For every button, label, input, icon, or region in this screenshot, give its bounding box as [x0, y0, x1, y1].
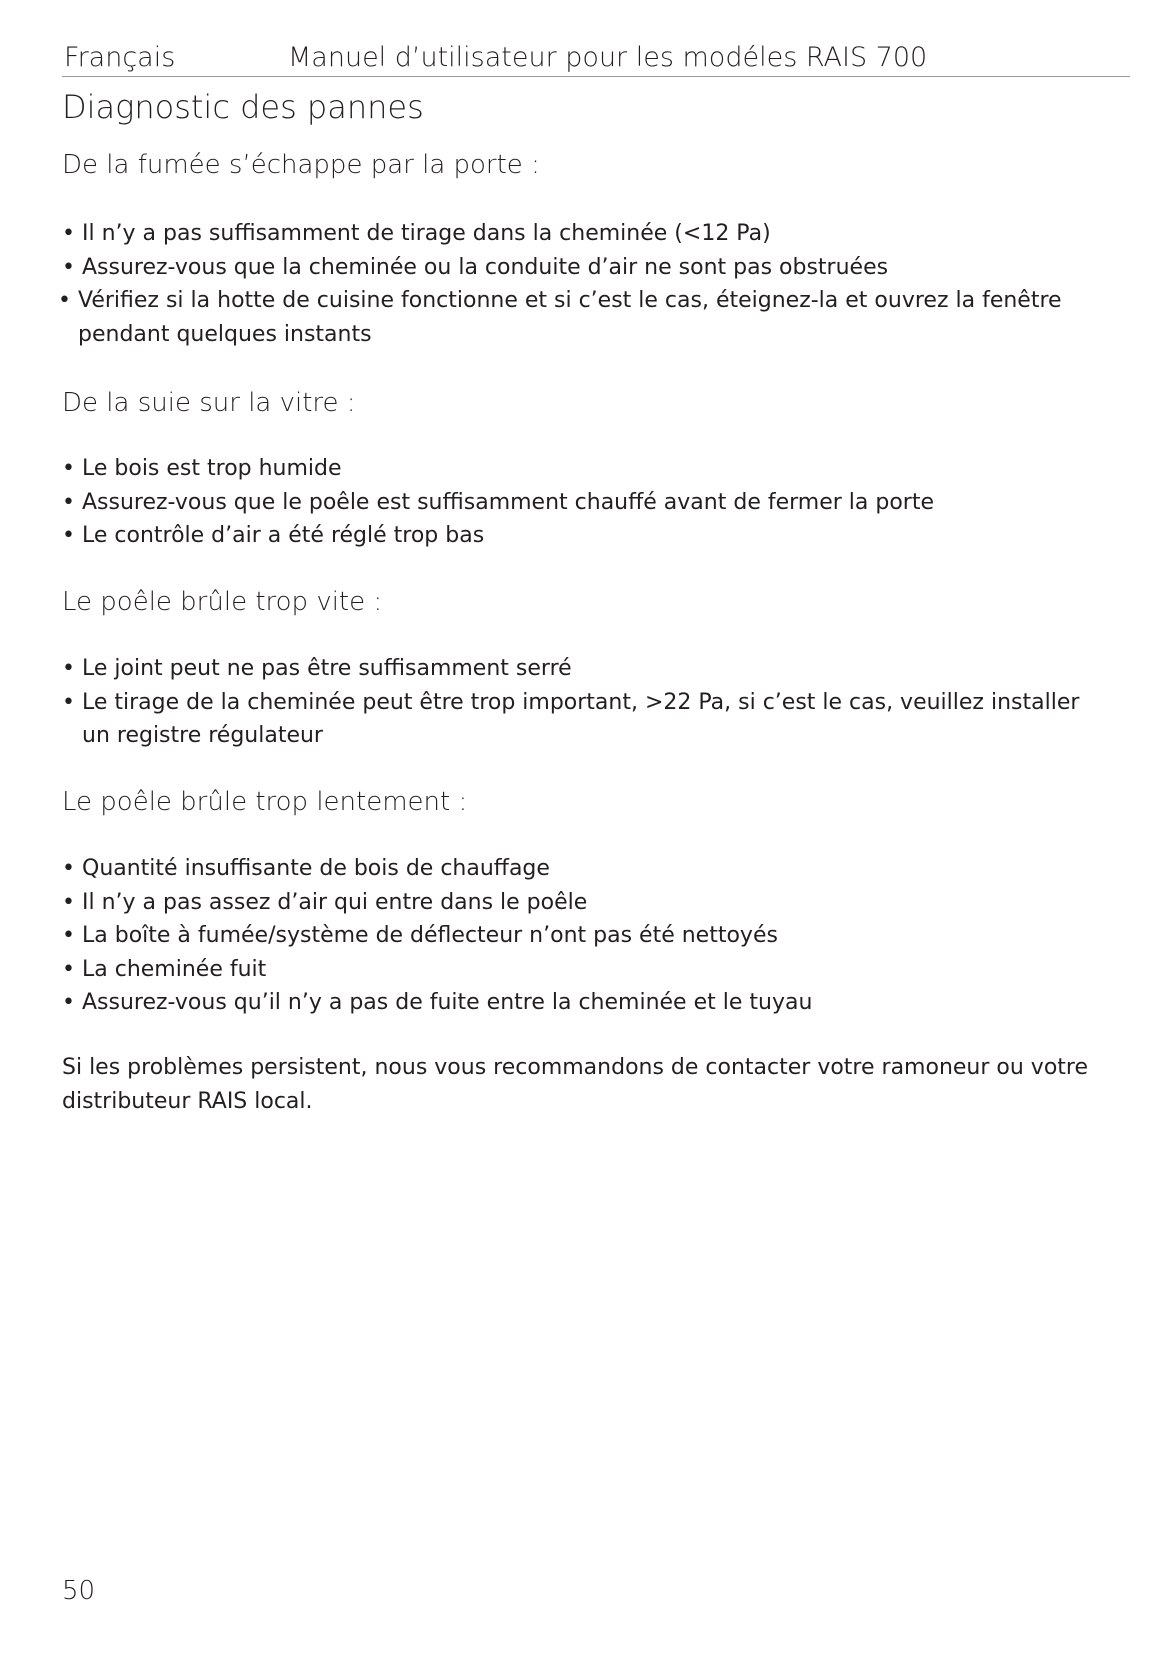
- bullet-list-burns-fast: [62, 652, 1082, 753]
- section-heading-burns-slow: Le poêle brûle trop lentement :: [62, 787, 468, 817]
- bullet-glyph: •: [62, 254, 75, 280]
- list-item: [62, 852, 1082, 886]
- list-item: [62, 652, 1082, 686]
- section-heading-soot: De la suie sur la vitre :: [62, 388, 356, 418]
- header-language: Français: [64, 42, 176, 73]
- list-item: [62, 519, 1082, 553]
- bullet-glyph: •: [62, 456, 75, 481]
- list-item-text: Quantité insuffisante de bois de chauffage: [82, 856, 550, 881]
- bullet-glyph: •: [62, 990, 75, 1015]
- bullet-glyph: •: [62, 221, 75, 246]
- list-item: [62, 919, 1082, 953]
- page-title: Diagnostic des pannes: [62, 88, 424, 126]
- list-item: [62, 886, 1082, 920]
- list-item: [62, 486, 1082, 520]
- page-header: [62, 38, 1130, 77]
- section-heading-burns-fast: Le poêle brûle trop vite :: [62, 587, 383, 617]
- list-item-text: Il n’y a pas suffisamment de tirage dans la cheminée (<12 Pa): [82, 221, 771, 246]
- bullet-list-soot: [62, 452, 1082, 553]
- list-item: [62, 953, 1082, 987]
- bullet-glyph: •: [62, 689, 75, 715]
- bullet-list-smoke: [58, 217, 1082, 351]
- list-item: [62, 686, 1082, 753]
- bullet-glyph: •: [62, 489, 75, 515]
- list-item-text: Le tirage de la cheminée peut être trop important, >22 Pa, si c’est le cas, veuillez installer un registre régulateur: [82, 689, 1080, 748]
- list-item: [62, 251, 1082, 285]
- bullet-glyph: •: [58, 288, 71, 313]
- list-item-text: Le bois est trop humide: [82, 456, 342, 481]
- section-heading-smoke: De la fumée s’échappe par la porte :: [62, 150, 540, 180]
- list-item-text: Le contrôle d’air a été réglé trop bas: [82, 523, 485, 548]
- header-manual-title: Manuel d’utilisateur pour les modéles RAIS 700: [288, 42, 928, 73]
- list-item-text: Assurez-vous que la cheminée ou la conduite d’air ne sont pas obstruées: [82, 254, 889, 280]
- bullet-glyph: •: [62, 656, 75, 681]
- bullet-glyph: •: [62, 889, 75, 915]
- closing-paragraph: Si les problèmes persistent, nous vous recommandons de contacter votre ramoneur ou votre distributeur RAIS local.: [62, 1055, 1088, 1114]
- list-item: [62, 217, 1082, 251]
- bullet-list-burns-slow: [62, 852, 1082, 1020]
- list-item-text: Il n’y a pas assez d’air qui entre dans le poêle: [82, 889, 588, 915]
- list-item-text: La cheminée fuit: [82, 956, 267, 982]
- page-number: 50: [62, 1576, 96, 1606]
- bullet-glyph: •: [62, 956, 75, 982]
- list-item-text: Vérifiez si la hotte de cuisine fonctionne et si c’est le cas, éteignez-la et ouvrez la fenêtre pendant quelques instants: [78, 288, 1062, 347]
- list-item: [62, 452, 1082, 486]
- bullet-glyph: •: [62, 923, 75, 948]
- list-item-text: Assurez-vous que le poêle est suffisamment chauffé avant de fermer la porte: [82, 489, 935, 515]
- list-item: [58, 284, 1082, 351]
- list-item-text: Le joint peut ne pas être suffisamment serré: [82, 656, 572, 681]
- bullet-glyph: •: [62, 856, 75, 881]
- bullet-glyph: •: [62, 523, 75, 548]
- list-item: [62, 986, 1082, 1020]
- list-item-text: Assurez-vous qu’il n’y a pas de fuite entre la cheminée et le tuyau: [82, 990, 813, 1015]
- list-item-text: La boîte à fumée/système de déflecteur n’ont pas été nettoyés: [82, 923, 778, 948]
